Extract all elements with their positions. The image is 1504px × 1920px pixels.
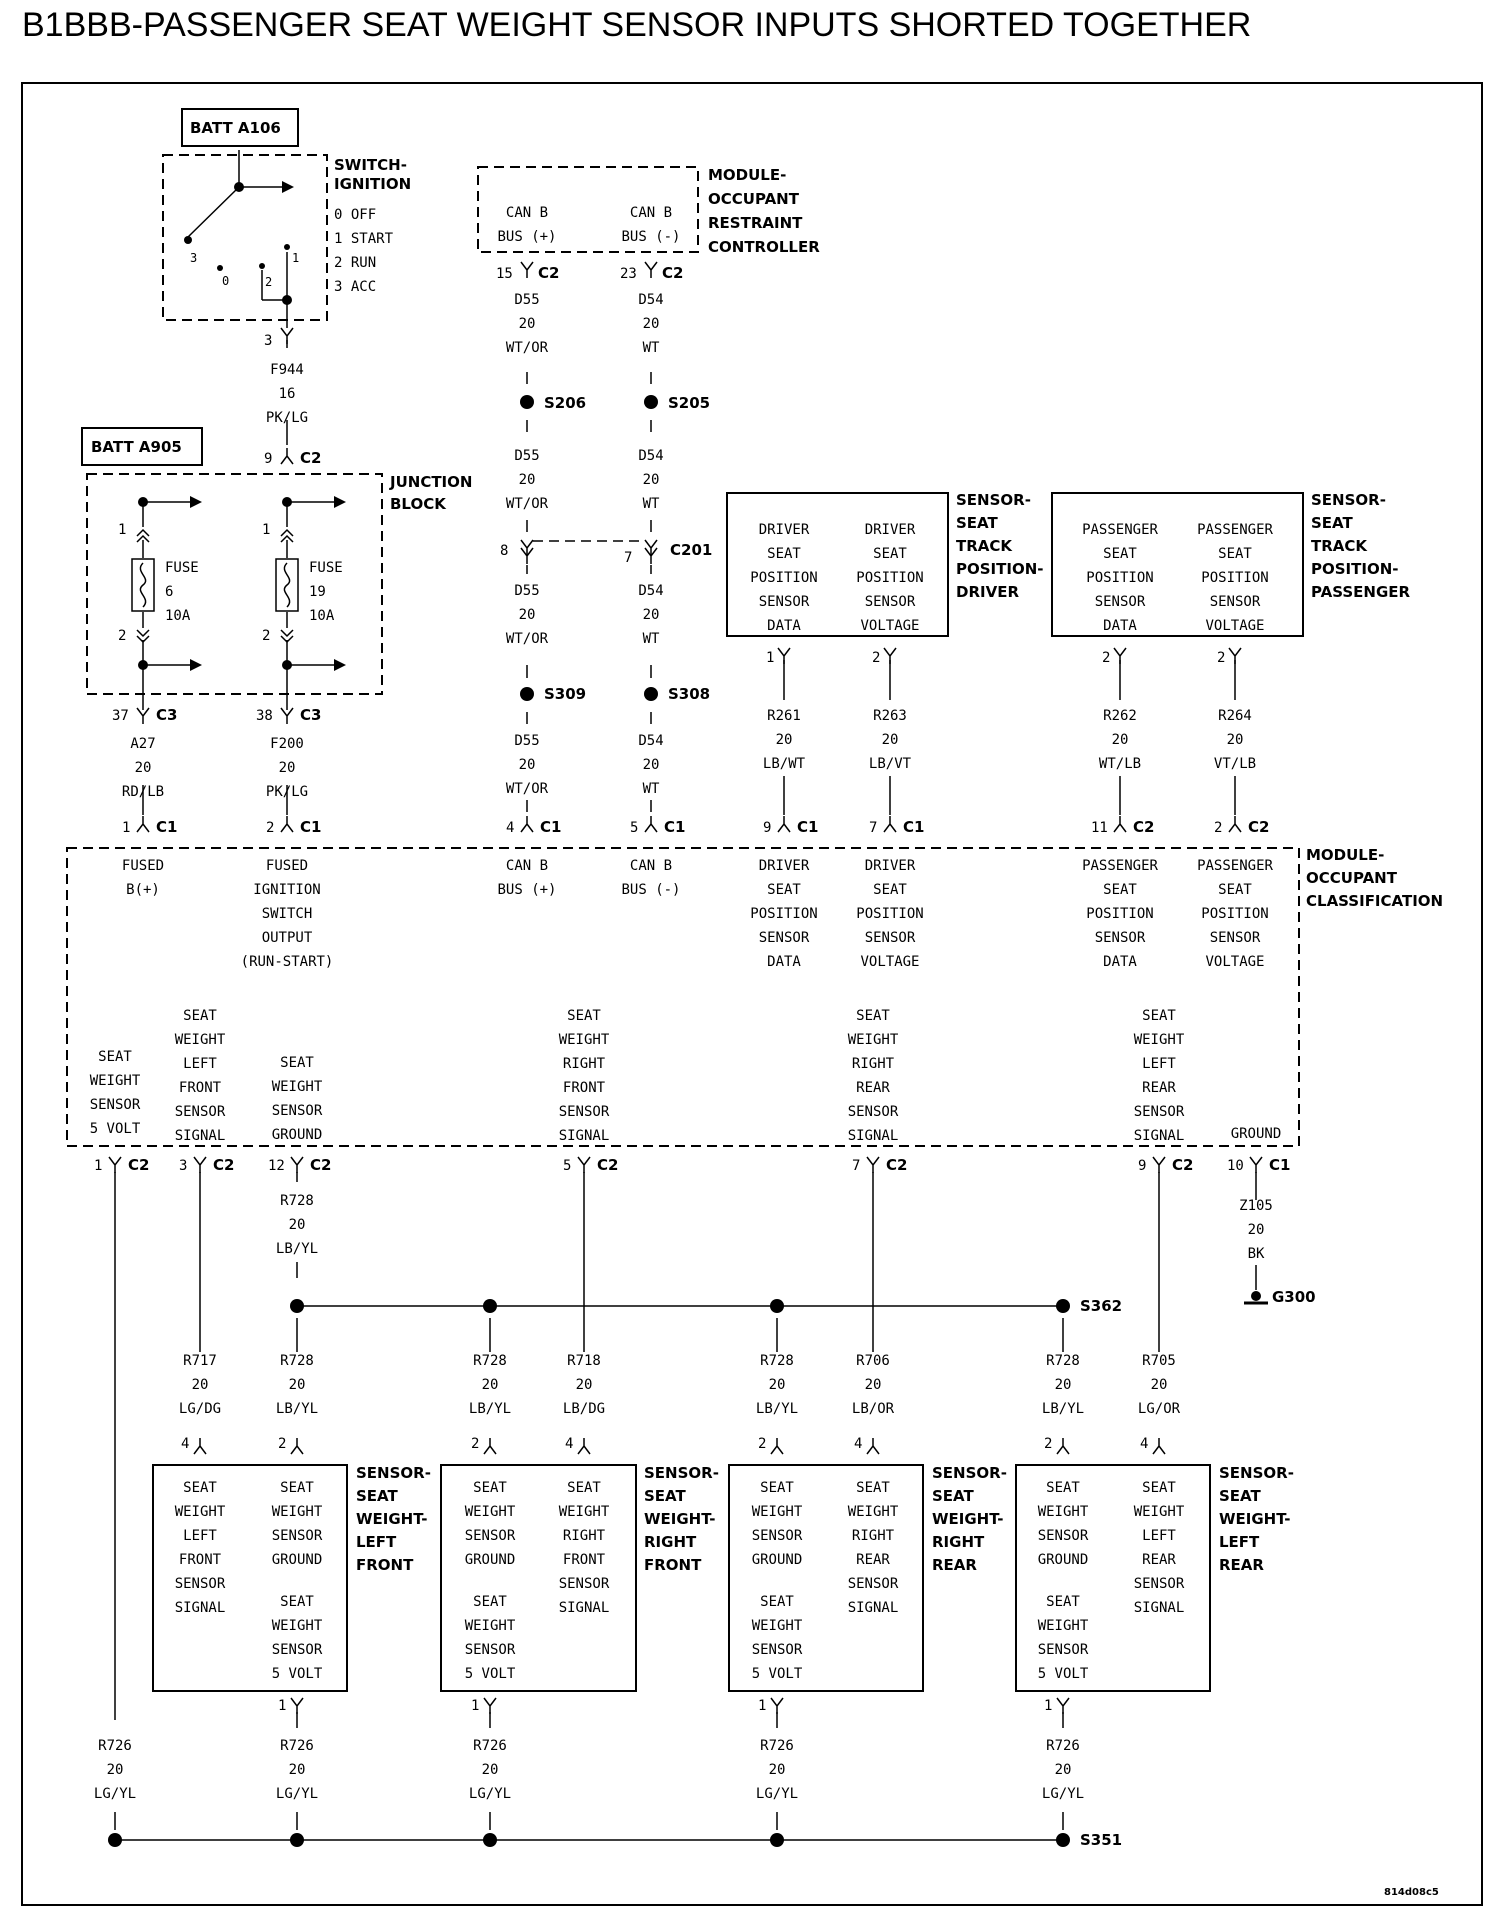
wire-r264: R264 20 VT/LB: [1213, 708, 1257, 772]
track-pin: 2: [1102, 650, 1111, 666]
switch-pin-0: 0: [222, 274, 230, 288]
wire-r728: R728 20 LB/YL: [468, 1353, 512, 1417]
sensor-right-rear-left: SEAT WEIGHT SENSOR GROUND: [751, 1480, 803, 1568]
wire-r263: R263 20 LB/VT: [868, 708, 912, 772]
sensor-left-front-title: SENSOR-SEAT WEIGHT-LEFT FRONT: [356, 1464, 431, 1574]
fuse-19-pin-1: 1: [262, 522, 271, 538]
sensor-left-rear-title: SENSOR-SEAT WEIGHT-LEFT REAR: [1219, 1464, 1294, 1574]
wire-r718: R718 20 LB/DG: [562, 1353, 606, 1417]
track-passenger-title: SENSOR-SEAT TRACK POSITION-PASSENGER: [1311, 491, 1411, 601]
wire-d54: D54 20 WT: [638, 292, 664, 356]
sensor-top-pin: 2: [1044, 1436, 1053, 1452]
wire-r726: R726 20 LG/YL: [468, 1738, 512, 1802]
batt-a905-label: BATT A905: [91, 438, 182, 456]
fuse-19-label: FUSE 19 10A: [309, 560, 343, 624]
sensor-bottom-pin: 1: [471, 1698, 480, 1714]
occ-top-conn: C1: [903, 818, 925, 836]
occ-bottom-conn: C2: [310, 1156, 332, 1174]
occupant-classification-title: MODULE-OCCUPANT CLASSIFICATION: [1306, 846, 1444, 910]
sensor-top-pin: 2: [758, 1436, 767, 1452]
occ-top-conn: C1: [156, 818, 178, 836]
sensor-bottom-pin: 1: [278, 1698, 287, 1714]
occ-bottom-pin: 3: [179, 1158, 188, 1174]
fuse-chevrons: [137, 530, 293, 642]
occ-bottom-conn: C1: [1269, 1156, 1291, 1174]
track-passenger-data: PASSENGER SEAT POSITION SENSOR DATA: [1082, 522, 1158, 634]
wire-d55: D55 20 WT/OR: [505, 292, 549, 356]
wire-r726: R726 20 LG/YL: [93, 1738, 137, 1802]
occ-bottom-conn: C2: [886, 1156, 908, 1174]
jb-pin-37: 37: [112, 708, 129, 724]
fuse-6-pin-1: 1: [118, 522, 127, 538]
switch-pin-2: 2: [265, 275, 273, 289]
sensor-left-front-right: SEAT WEIGHT SENSOR GROUND: [271, 1480, 323, 1568]
sensor-right-front-title: SENSOR-SEAT WEIGHT-RIGHT FRONT: [644, 1464, 719, 1574]
splice-s308: S308: [668, 685, 711, 703]
occ-top-pin: 1: [122, 820, 131, 836]
occ-bottom-pin: 9: [1138, 1158, 1147, 1174]
sensor-right-rear-bottom: SEAT WEIGHT SENSOR 5 VOLT: [751, 1594, 803, 1682]
track-pin: 2: [872, 650, 881, 666]
occ-fused-ign: FUSED IGNITION SWITCH OUTPUT (RUN-START): [240, 858, 334, 970]
wire-f200: F200 20 PK/LG: [265, 736, 309, 800]
sensor-left-front-left: SEAT WEIGHT LEFT FRONT SENSOR SIGNAL: [174, 1480, 226, 1616]
sensor-top-pin: 4: [181, 1436, 190, 1452]
wire-f944: F944 16 PK/LG: [265, 362, 309, 426]
fuse-6-label: FUSE 6 10A: [165, 560, 199, 624]
occ-bottom-pin: 5: [563, 1158, 572, 1174]
sensor-right-front-bottom: SEAT WEIGHT SENSOR 5 VOLT: [464, 1594, 516, 1682]
occ-driver-voltage: DRIVER SEAT POSITION SENSOR VOLTAGE: [856, 858, 924, 970]
figure-code: 814d08c5: [1384, 1887, 1439, 1898]
ign-pin-3: 3: [264, 333, 273, 349]
occ-top-conn: C1: [300, 818, 322, 836]
occ-top-pin: 5: [630, 820, 639, 836]
occ-top-conn: C1: [664, 818, 686, 836]
occ-sw-lr: SEAT WEIGHT LEFT REAR SENSOR SIGNAL: [1133, 1008, 1185, 1144]
occ-top-pin: 7: [869, 820, 878, 836]
wire-r728: R728 20 LB/YL: [1041, 1353, 1085, 1417]
wire-d54: D54 20 WT: [638, 448, 664, 512]
occ-top-conn: C2: [1133, 818, 1155, 836]
wire-d54: D54 20 WT: [638, 583, 664, 647]
junction-dots: [138, 182, 292, 670]
fuse-19-pin-2: 2: [262, 628, 271, 644]
sensor-left-rear-right: SEAT WEIGHT LEFT REAR SENSOR SIGNAL: [1133, 1480, 1185, 1616]
wire-r726: R726 20 LG/YL: [1041, 1738, 1085, 1802]
sensor-top-pin: 2: [278, 1436, 287, 1452]
occ-sw-gnd: SEAT WEIGHT SENSOR GROUND: [271, 1055, 323, 1143]
track-driver-voltage: DRIVER SEAT POSITION SENSOR VOLTAGE: [856, 522, 924, 634]
page-title: B1BBB-PASSENGER SEAT WEIGHT SENSOR INPUTS SHORTED TOGETHER: [22, 6, 1252, 44]
splice-s309: S309: [544, 685, 587, 703]
occ-bottom-conn: C2: [213, 1156, 235, 1174]
sensor-top-pin: 4: [854, 1436, 863, 1452]
orc-conn-c2-a: C2: [538, 264, 560, 282]
splice-s206: S206: [544, 394, 587, 412]
occ-sw-5v: SEAT WEIGHT SENSOR 5 VOLT: [89, 1049, 141, 1137]
track-driver-title: SENSOR-SEAT TRACK POSITION-DRIVER: [956, 491, 1044, 601]
occ-bottom-pin: 7: [852, 1158, 861, 1174]
occ-bottom-conn: C2: [597, 1156, 619, 1174]
ignition-positions: 0 OFF 1 START 2 RUN 3 ACC: [334, 207, 394, 295]
jb-conn-c3-a: C3: [156, 706, 178, 724]
jb-pin-38: 38: [256, 708, 273, 724]
c201-pin-8: 8: [500, 543, 509, 559]
ignition-switch-title: SWITCH-IGNITION: [334, 156, 412, 193]
occ-canb-plus: CAN B BUS (+): [497, 858, 557, 898]
orc-conn-c2-b: C2: [662, 264, 684, 282]
wire-d55: D55 20 WT/OR: [505, 448, 549, 512]
c201-pin-7: 7: [624, 550, 633, 566]
occ-ground: GROUND: [1230, 1126, 1282, 1142]
wire-d54: D54 20 WT: [638, 733, 664, 797]
wire-r717: R717 20 LG/DG: [178, 1353, 222, 1417]
wire-r705: R705 20 LG/OR: [1137, 1353, 1181, 1417]
orc-canb-plus: CAN B BUS (+): [497, 205, 557, 245]
occ-passenger-voltage: PASSENGER SEAT POSITION SENSOR VOLTAGE: [1197, 858, 1273, 970]
wire-r726: R726 20 LG/YL: [755, 1738, 799, 1802]
switch-pin-1: 1: [292, 251, 300, 265]
junction-block-title: JUNCTION BLOCK: [390, 473, 473, 513]
occ-passenger-data: PASSENGER SEAT POSITION SENSOR DATA: [1082, 858, 1158, 970]
occ-top-pin: 4: [506, 820, 515, 836]
track-driver-box: [727, 493, 948, 636]
orc-pin-23: 23: [620, 266, 637, 282]
jb-conn-c2: C2: [300, 449, 322, 467]
occ-top-pin: 11: [1091, 820, 1108, 836]
occ-bottom-pin: 10: [1227, 1158, 1244, 1174]
c201-label: C201: [670, 541, 713, 559]
jb-conn-c3-b: C3: [300, 706, 322, 724]
sensor-left-front-bottom: SEAT WEIGHT SENSOR 5 VOLT: [271, 1594, 323, 1682]
occ-top-conn: C1: [797, 818, 819, 836]
occ-top-pin: 2: [1214, 820, 1223, 836]
wire-r728: R728 20 LB/YL: [755, 1353, 799, 1417]
occ-driver-data: DRIVER SEAT POSITION SENSOR DATA: [750, 858, 818, 970]
batt-a106-label: BATT A106: [190, 119, 281, 137]
wire-r728: R728 20 LB/YL: [275, 1193, 319, 1257]
sensor-bottom-pin: 1: [1044, 1698, 1053, 1714]
track-passenger-box: [1052, 493, 1303, 636]
sensor-right-front-right: SEAT WEIGHT RIGHT FRONT SENSOR SIGNAL: [558, 1480, 610, 1616]
occ-bottom-conn: C2: [1172, 1156, 1194, 1174]
wire-r728: R728 20 LB/YL: [275, 1353, 319, 1417]
jb-pin-9: 9: [264, 451, 273, 467]
orc-pin-15: 15: [496, 266, 513, 282]
wire-d55: D55 20 WT/OR: [505, 583, 549, 647]
occ-top-conn: C1: [540, 818, 562, 836]
splice-s362: S362: [1080, 1297, 1123, 1315]
wire-a27: A27 20 RD/LB: [121, 736, 165, 800]
sensor-right-rear-title: SENSOR-SEAT WEIGHT-RIGHT REAR: [932, 1464, 1007, 1574]
occ-top-conn: C2: [1248, 818, 1270, 836]
occ-sw-rr: SEAT WEIGHT RIGHT REAR SENSOR SIGNAL: [847, 1008, 899, 1144]
occ-sw-rf: SEAT WEIGHT RIGHT FRONT SENSOR SIGNAL: [558, 1008, 610, 1144]
sensor-top-pin: 4: [565, 1436, 574, 1452]
sensor-top-pin: 2: [471, 1436, 480, 1452]
sensor-top-pin: 4: [1140, 1436, 1149, 1452]
occ-fused-b: FUSED B(+): [121, 858, 165, 898]
wire-r706: R706 20 LB/OR: [851, 1353, 895, 1417]
track-passenger-voltage: PASSENGER SEAT POSITION SENSOR VOLTAGE: [1197, 522, 1273, 634]
occ-sw-lf: SEAT WEIGHT LEFT FRONT SENSOR SIGNAL: [174, 1008, 226, 1144]
sensor-bottom-pin: 1: [758, 1698, 767, 1714]
fuse-6-pin-2: 2: [118, 628, 127, 644]
splice-s205: S205: [668, 394, 711, 412]
occ-bottom-pin: 1: [94, 1158, 103, 1174]
wire-z105: Z105 20 BK: [1239, 1198, 1273, 1262]
occ-bottom-pin: 12: [268, 1158, 285, 1174]
wire-r262: R262 20 WT/LB: [1098, 708, 1142, 772]
occ-top-pin: 9: [763, 820, 772, 836]
ground-g300: G300: [1272, 1288, 1316, 1306]
occ-top-pin: 2: [266, 820, 275, 836]
wire-r726: R726 20 LG/YL: [275, 1738, 319, 1802]
wire-r261: R261 20 LB/WT: [762, 708, 806, 772]
track-pin: 2: [1217, 650, 1226, 666]
wire-d55: D55 20 WT/OR: [505, 733, 549, 797]
splice-s351: S351: [1080, 1831, 1123, 1849]
sensor-left-rear-bottom: SEAT WEIGHT SENSOR 5 VOLT: [1037, 1594, 1089, 1682]
occ-canb-minus: CAN B BUS (-): [621, 858, 681, 898]
track-pin: 1: [766, 650, 775, 666]
sensor-right-rear-right: SEAT WEIGHT RIGHT REAR SENSOR SIGNAL: [847, 1480, 899, 1616]
sensor-left-rear-left: SEAT WEIGHT SENSOR GROUND: [1037, 1480, 1089, 1568]
orc-module-title: MODULE-OCCUPANT RESTRAINT CONTROLLER: [708, 166, 820, 256]
sensor-right-front-left: SEAT WEIGHT SENSOR GROUND: [464, 1480, 516, 1568]
occ-bottom-conn: C2: [128, 1156, 150, 1174]
track-driver-data: DRIVER SEAT POSITION SENSOR DATA: [750, 522, 818, 634]
orc-canb-minus: CAN B BUS (-): [621, 205, 681, 245]
switch-pin-3: 3: [190, 251, 198, 265]
